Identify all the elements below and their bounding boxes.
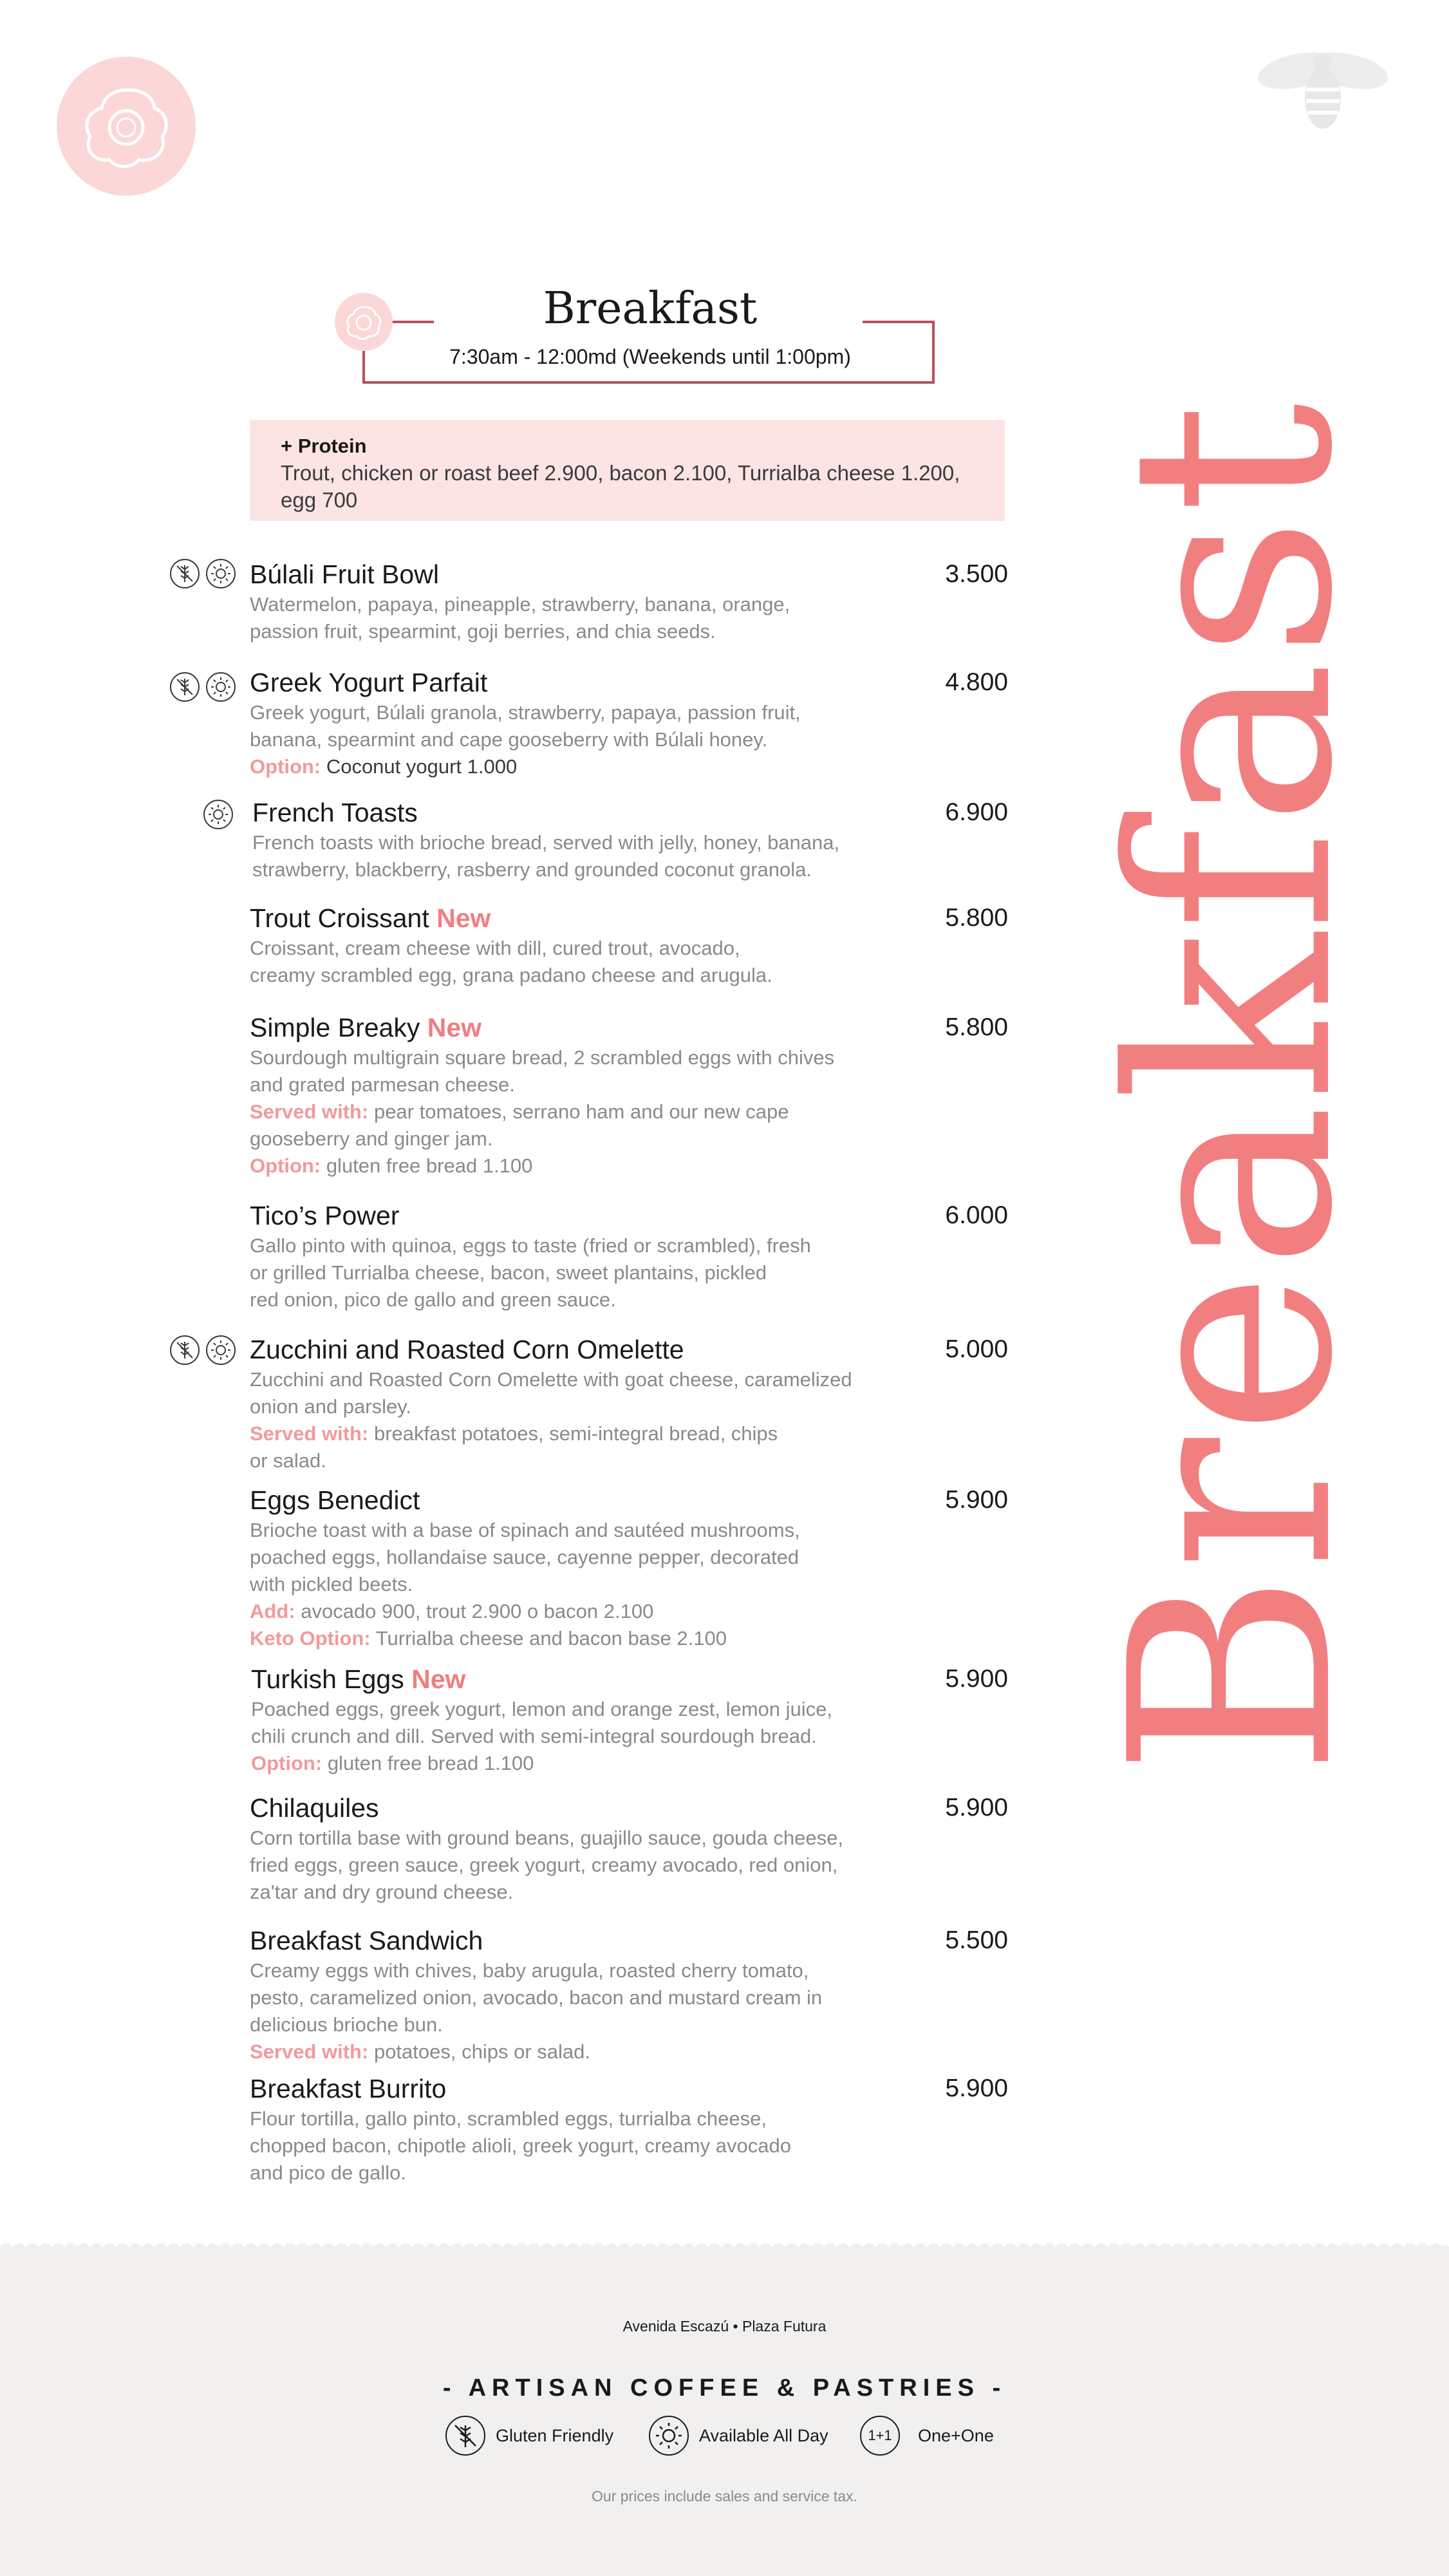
item-description: red onion, pico de gallo and green sauce. — [250, 1288, 616, 1311]
item-price: 5.900 — [945, 1486, 1008, 1514]
menu-item-yogurt-parfait — [250, 666, 1016, 780]
item-description: and grated parmesan cheese. — [250, 1073, 515, 1096]
sun-icon — [651, 2418, 687, 2454]
item-description: Corn tortilla base with ground beans, guajillo sauce, gouda cheese, — [250, 1827, 843, 1849]
item-description: Brioche toast with a base of spinach and sautéed mushrooms, — [250, 1519, 800, 1541]
one-plus-one-icon: 1+1 — [860, 2416, 900, 2456]
new-badge: New — [427, 1013, 482, 1042]
section-hours: 7:30am - 12:00md (Weekends until 1:00pm) — [449, 345, 851, 368]
item-description: fried eggs, green sauce, greek yogurt, creamy avocado, red onion, — [250, 1854, 838, 1876]
item-option: Option: gluten free bread 1.100 — [251, 1752, 534, 1774]
item-price: 6.000 — [945, 1201, 1008, 1229]
item-price: 5.800 — [945, 904, 1008, 932]
all-day-badge — [649, 2416, 689, 2456]
item-description: Poached eggs, greek yogurt, lemon and orange zest, lemon juice, — [251, 1698, 832, 1720]
item-description: or grilled Turrialba cheese, bacon, sweet plantains, pickled — [250, 1261, 767, 1284]
item-add-on: Add: avocado 900, trout 2.900 o bacon 2.100 — [250, 1600, 654, 1622]
menu-item-breakfast-burrito — [250, 2072, 1016, 2186]
item-option: Option: gluten free bread 1.100 — [250, 1154, 533, 1177]
item-description: Flour tortilla, gallo pinto, scrambled eggs, turrialba cheese, — [250, 2107, 767, 2130]
menu-item-ticos-power — [250, 1199, 1016, 1313]
menu-item-turkish-eggs — [251, 1662, 1017, 1777]
item-description: Croissant, cream cheese with dill, cured trout, avocado, — [250, 937, 740, 959]
all-day-badge — [206, 672, 236, 702]
vertical-section-title: Breakfast — [1072, 400, 1394, 1776]
menu-item-breakfast-sandwich — [250, 1924, 1016, 2065]
item-option: Option: Coconut yogurt 1.000 — [250, 755, 518, 778]
item-description: creamy scrambled egg, grana padano cheese and arugula. — [250, 964, 772, 986]
gluten-friendly-badge — [170, 559, 200, 588]
footer-address: Avenida Escazú • Plaza Futura — [622, 2318, 827, 2335]
item-description: Greek yogurt, Búlali granola, strawberry, papaya, passion fruit, — [250, 701, 801, 724]
item-description: za'tar and dry ground cheese. — [250, 1881, 514, 1903]
header-egg-badge — [335, 293, 393, 351]
item-price: 5.900 — [945, 1665, 1008, 1693]
all-day-badge — [206, 1335, 236, 1365]
tax-note: Our prices include sales and service tax. — [592, 2488, 857, 2505]
menu-item-zucchini-omelette — [250, 1333, 1016, 1474]
item-description: Sourdough multigrain square bread, 2 scrambled eggs with chives — [250, 1046, 835, 1069]
gluten-friendly-badge — [170, 1335, 200, 1365]
item-price: 5.900 — [945, 2074, 1008, 2102]
item-price: 5.500 — [945, 1926, 1008, 1954]
sun-icon — [207, 1337, 234, 1364]
section-title: Breakfast — [543, 283, 758, 334]
gluten-friendly-icon — [171, 673, 198, 700]
item-name: Greek Yogurt Parfait — [250, 668, 488, 697]
item-description: chopped bacon, chipotle alioli, greek yogurt, creamy avocado — [250, 2134, 791, 2157]
item-description: French toasts with brioche bread, served with jelly, honey, banana, — [252, 831, 840, 854]
gluten-friendly-icon — [171, 560, 198, 587]
sun-icon — [207, 560, 234, 587]
protein-title: + Protein — [281, 435, 367, 457]
item-name: Chilaquiles — [250, 1793, 379, 1823]
item-name: French Toasts — [252, 798, 418, 827]
all-day-badge — [206, 559, 236, 588]
item-description: strawberry, blackberry, rasberry and grounded coconut granola. — [252, 858, 812, 881]
legend-label: Available All Day — [699, 2425, 828, 2445]
fried-egg-logo — [57, 57, 196, 196]
item-description: with pickled beets. — [250, 1573, 413, 1595]
header-frame-line — [362, 381, 935, 384]
item-price: 5.900 — [945, 1794, 1008, 1821]
item-served-with: Served with: breakfast potatoes, semi-integral bread, chips — [250, 1422, 778, 1445]
fried-egg-icon — [335, 293, 393, 351]
gluten-friendly-icon — [447, 2418, 483, 2454]
legend-available-all-day — [649, 2416, 828, 2456]
legend-label: Gluten Friendly — [496, 2425, 614, 2445]
item-description: pesto, caramelized onion, avocado, bacon and mustard cream in — [250, 1986, 823, 2009]
item-description: onion and parsley. — [250, 1395, 412, 1418]
item-name: Eggs Benedict — [250, 1485, 420, 1515]
item-description: Creamy eggs with chives, baby arugula, roasted cherry tomato, — [250, 1959, 809, 1982]
item-description: and pico de gallo. — [250, 2161, 407, 2184]
all-day-badge — [203, 800, 233, 829]
menu-item-fruit-bowl — [250, 558, 1016, 645]
protein-addon-box — [250, 420, 1005, 521]
item-description: passion fruit, spearmint, goji berries, and chia seeds. — [250, 620, 716, 643]
bee-icon — [1252, 45, 1394, 135]
legend-label: One+One — [918, 2425, 994, 2445]
new-badge: New — [411, 1664, 466, 1694]
item-price: 5.800 — [945, 1013, 1008, 1041]
menu-item-simple-breaky — [250, 1011, 1016, 1180]
legend-one-plus-one — [860, 2416, 994, 2456]
menu-item-french-toasts — [252, 796, 1018, 883]
new-badge: New — [436, 903, 491, 933]
item-served-with: Served with: pear tomatoes, serrano ham and our new cape — [250, 1100, 789, 1123]
gluten-friendly-badge — [170, 672, 200, 702]
menu-item-trout-croissant — [250, 901, 1016, 989]
item-served-with: Served with: potatoes, chips or salad. — [250, 2040, 590, 2063]
item-name: Trout Croissant New — [250, 903, 491, 933]
sun-icon — [207, 673, 234, 700]
item-price: 3.500 — [945, 560, 1008, 588]
item-description: delicious brioche bun. — [250, 2013, 443, 2036]
item-name: Zucchini and Roasted Corn Omelette — [250, 1335, 684, 1364]
header-frame-line — [932, 321, 935, 384]
legend-gluten-friendly — [445, 2416, 613, 2456]
item-description: Zucchini and Roasted Corn Omelette with goat cheese, caramelized — [250, 1368, 852, 1391]
item-name: Turkish Eggs New — [251, 1664, 466, 1694]
menu-item-eggs-benedict — [250, 1483, 1016, 1652]
item-name: Breakfast Burrito — [250, 2074, 447, 2103]
bee-logo — [1252, 45, 1394, 135]
item-served-with: or salad. — [250, 1449, 326, 1472]
item-description: chili crunch and dill. Served with semi-integral sourdough bread. — [251, 1725, 817, 1747]
item-name: Tico’s Power — [250, 1201, 400, 1230]
item-price: 5.000 — [945, 1335, 1008, 1363]
item-name: Búlali Fruit Bowl — [250, 559, 439, 589]
footer-tagline: - ARTISAN COFFEE & PASTRIES - — [442, 2374, 1007, 2402]
item-description: poached eggs, hollandaise sauce, cayenne pepper, decorated — [250, 1546, 799, 1568]
sun-icon — [205, 801, 232, 828]
gluten-friendly-badge — [445, 2416, 485, 2456]
item-price: 6.900 — [945, 798, 1008, 826]
item-name: Breakfast Sandwich — [250, 1926, 483, 1955]
header-frame-line — [393, 321, 434, 323]
item-keto-option: Keto Option: Turrialba cheese and bacon base 2.100 — [250, 1627, 727, 1650]
header-frame-line — [863, 321, 935, 323]
item-description: Gallo pinto with quinoa, eggs to taste (fried or scrambled), fresh — [250, 1234, 811, 1257]
fried-egg-icon — [57, 57, 196, 196]
item-price: 4.800 — [945, 668, 1008, 696]
gluten-friendly-icon — [171, 1337, 198, 1364]
protein-text: Trout, chicken or roast beef 2.900, bacon 2.100, Turrialba cheese 1.200, egg 700 — [281, 461, 960, 512]
footer — [0, 2247, 1449, 2576]
header-frame-line — [362, 351, 365, 384]
item-description: Watermelon, papaya, pineapple, strawberry, banana, orange, — [250, 593, 790, 616]
menu-item-chilaquiles — [250, 1791, 1016, 1906]
item-description: banana, spearmint and cape gooseberry with Búlali honey. — [250, 728, 768, 751]
item-served-with: gooseberry and ginger jam. — [250, 1127, 493, 1150]
item-name: Simple Breaky New — [250, 1013, 482, 1042]
